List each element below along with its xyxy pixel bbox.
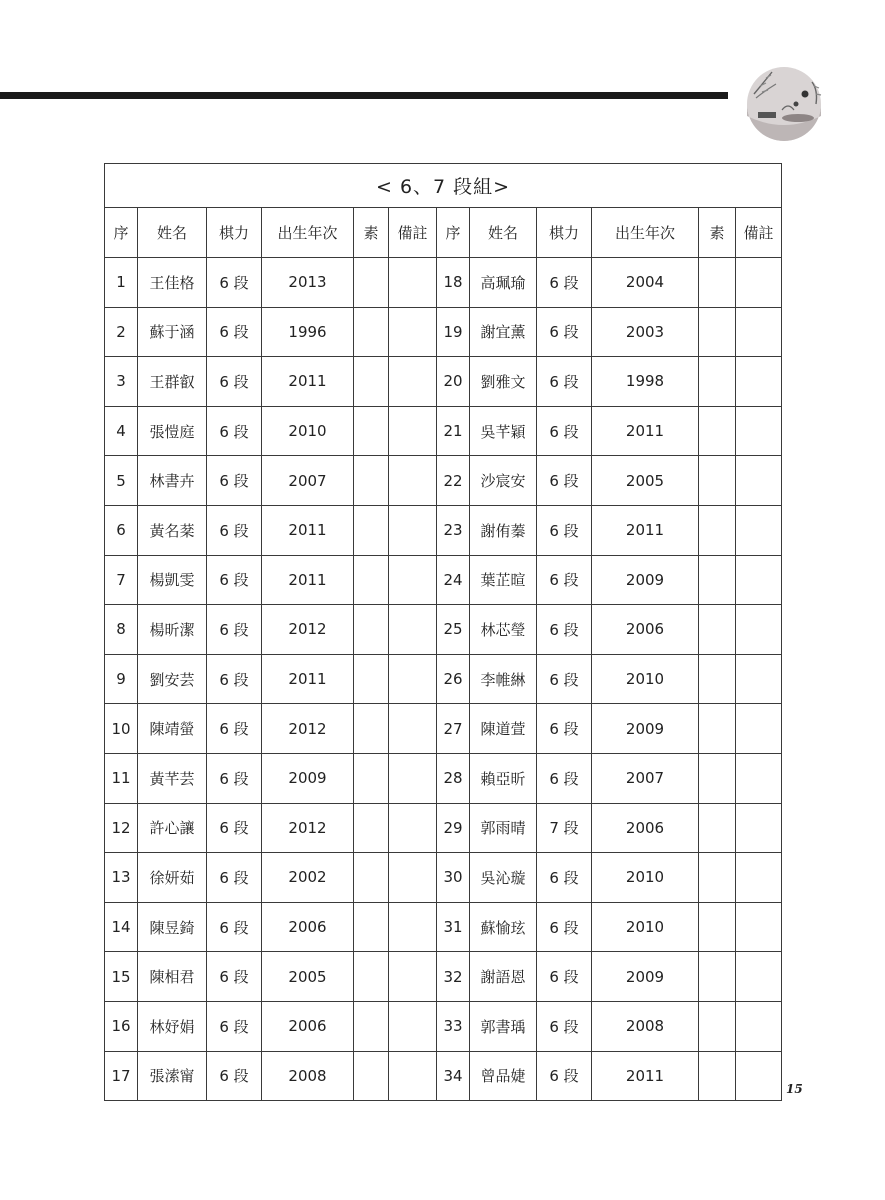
rank-cell: 6 段 [207,456,262,506]
rank-cell: 6 段 [207,1051,262,1101]
table-row [105,258,782,308]
seq-cell: 6 [105,505,138,555]
seq-cell: 22 [437,456,470,506]
su-cell [354,258,389,308]
seq-cell: 32 [437,952,470,1002]
seq-cell: 31 [437,902,470,952]
name-cell: 吳芊穎 [470,406,537,456]
seq-cell: 17 [105,1051,138,1101]
remarks-cell [736,952,782,1002]
name-cell: 張愷庭 [138,406,207,456]
name-cell: 林書卉 [138,456,207,506]
rank-cell: 6 段 [207,258,262,308]
su-cell [354,902,389,952]
header-seq: 序 [437,208,470,258]
birth-year-cell: 2006 [592,803,699,853]
table-title-row [105,164,782,208]
seq-cell: 27 [437,704,470,754]
seq-cell: 9 [105,654,138,704]
table-row [105,1051,782,1101]
birth-year-cell: 2008 [262,1051,354,1101]
birth-year-cell: 2011 [262,357,354,407]
rank-cell: 6 段 [537,902,592,952]
su-cell [354,704,389,754]
remarks-cell [389,1001,437,1051]
birth-year-cell: 2013 [262,258,354,308]
remarks-cell [389,753,437,803]
seq-cell: 33 [437,1001,470,1051]
rank-cell: 6 段 [537,952,592,1002]
birth-year-cell: 2009 [262,753,354,803]
remarks-cell [736,1001,782,1051]
name-cell: 黃芊芸 [138,753,207,803]
table-row [105,902,782,952]
birth-year-cell: 2004 [592,258,699,308]
name-cell: 林妤娟 [138,1001,207,1051]
birth-year-cell: 2011 [262,555,354,605]
remarks-cell [389,258,437,308]
header-name: 姓名 [470,208,537,258]
name-cell: 王佳格 [138,258,207,308]
name-cell: 郭書瑀 [470,1001,537,1051]
birth-year-cell: 2002 [262,853,354,903]
table-row [105,704,782,754]
birth-year-cell: 2010 [592,853,699,903]
remarks-cell [389,902,437,952]
table-row [105,555,782,605]
table-row [105,753,782,803]
header-rank: 棋力 [537,208,592,258]
header-name: 姓名 [138,208,207,258]
su-cell [354,952,389,1002]
su-cell [354,1051,389,1101]
rank-cell: 6 段 [207,1001,262,1051]
remarks-cell [736,505,782,555]
rank-cell: 6 段 [537,1051,592,1101]
table-row [105,605,782,655]
rank-cell: 6 段 [207,704,262,754]
seq-cell: 4 [105,406,138,456]
remarks-cell [736,456,782,506]
name-cell: 李帷綝 [470,654,537,704]
header-rule [0,92,728,99]
remarks-cell [736,555,782,605]
rank-cell: 6 段 [537,555,592,605]
birth-year-cell: 2007 [262,456,354,506]
name-cell: 黃名棻 [138,505,207,555]
remarks-cell [389,555,437,605]
seq-cell: 2 [105,307,138,357]
name-cell: 許心讓 [138,803,207,853]
su-cell [354,803,389,853]
birth-year-cell: 2012 [262,803,354,853]
rank-cell: 6 段 [207,902,262,952]
su-cell [354,555,389,605]
rank-cell: 6 段 [207,605,262,655]
table-row [105,654,782,704]
seq-cell: 30 [437,853,470,903]
rank-cell: 6 段 [207,307,262,357]
table-row [105,1001,782,1051]
seq-cell: 5 [105,456,138,506]
birth-year-cell: 2009 [592,952,699,1002]
birth-year-cell: 1998 [592,357,699,407]
table-header-row [105,208,782,258]
su-cell [699,803,736,853]
seq-cell: 21 [437,406,470,456]
seq-cell: 12 [105,803,138,853]
birth-year-cell: 2009 [592,704,699,754]
su-cell [354,357,389,407]
birth-year-cell: 2005 [592,456,699,506]
birth-year-cell: 2012 [262,605,354,655]
remarks-cell [736,406,782,456]
birth-year-cell: 2010 [262,406,354,456]
rank-cell: 6 段 [537,258,592,308]
su-cell [699,654,736,704]
birth-year-cell: 2011 [592,406,699,456]
remarks-cell [736,704,782,754]
name-cell: 王群叡 [138,357,207,407]
seq-cell: 8 [105,605,138,655]
birth-year-cell: 2011 [592,505,699,555]
header-birth-year: 出生年次 [262,208,354,258]
name-cell: 陳道萱 [470,704,537,754]
birth-year-cell: 2006 [262,1001,354,1051]
name-cell: 蘇于涵 [138,307,207,357]
su-cell [354,505,389,555]
su-cell [354,456,389,506]
header-seq: 序 [105,208,138,258]
seq-cell: 14 [105,902,138,952]
remarks-cell [389,605,437,655]
seq-cell: 23 [437,505,470,555]
remarks-cell [736,803,782,853]
name-cell: 徐妍茹 [138,853,207,903]
remarks-cell [389,505,437,555]
table-row [105,406,782,456]
seq-cell: 16 [105,1001,138,1051]
header-su: 素 [354,208,389,258]
su-cell [354,406,389,456]
name-cell: 楊昕潔 [138,605,207,655]
rank-cell: 6 段 [537,704,592,754]
seq-cell: 19 [437,307,470,357]
seq-cell: 3 [105,357,138,407]
su-cell [699,258,736,308]
name-cell: 謝語恩 [470,952,537,1002]
birth-year-cell: 2006 [262,902,354,952]
name-cell: 陳昱錡 [138,902,207,952]
remarks-cell [389,803,437,853]
rank-cell: 7 段 [537,803,592,853]
name-cell: 高珮瑜 [470,258,537,308]
seq-cell: 7 [105,555,138,605]
rank-cell: 6 段 [537,307,592,357]
remarks-cell [389,1051,437,1101]
seq-cell: 29 [437,803,470,853]
birth-year-cell: 2009 [592,555,699,605]
rank-cell: 6 段 [537,406,592,456]
name-cell: 謝宜薰 [470,307,537,357]
su-cell [699,307,736,357]
name-cell: 蘇愉玹 [470,902,537,952]
birth-year-cell: 2008 [592,1001,699,1051]
rank-cell: 6 段 [207,753,262,803]
birth-year-cell: 2012 [262,704,354,754]
su-cell [699,1001,736,1051]
su-cell [699,555,736,605]
remarks-cell [736,853,782,903]
remarks-cell [736,902,782,952]
birth-year-cell: 2010 [592,902,699,952]
seq-cell: 28 [437,753,470,803]
name-cell: 陳靖螢 [138,704,207,754]
su-cell [699,357,736,407]
su-cell [354,605,389,655]
seq-cell: 1 [105,258,138,308]
seq-cell: 10 [105,704,138,754]
rank-cell: 6 段 [537,1001,592,1051]
name-cell: 沙宸安 [470,456,537,506]
remarks-cell [736,357,782,407]
birth-year-cell: 2011 [262,505,354,555]
remarks-cell [389,456,437,506]
seq-cell: 11 [105,753,138,803]
su-cell [699,753,736,803]
su-cell [699,1051,736,1101]
rank-cell: 6 段 [537,654,592,704]
remarks-cell [736,1051,782,1101]
birth-year-cell: 2010 [592,654,699,704]
rank-cell: 6 段 [537,357,592,407]
table-row [105,952,782,1002]
name-cell: 曾品婕 [470,1051,537,1101]
rank-cell: 6 段 [537,753,592,803]
rank-cell: 6 段 [207,853,262,903]
rank-cell: 6 段 [207,357,262,407]
su-cell [699,853,736,903]
rank-cell: 6 段 [207,555,262,605]
remarks-cell [389,406,437,456]
name-cell: 賴亞昕 [470,753,537,803]
remarks-cell [389,952,437,1002]
header-birth-year: 出生年次 [592,208,699,258]
header-remarks: 備註 [736,208,782,258]
seq-cell: 20 [437,357,470,407]
remarks-cell [389,704,437,754]
rank-cell: 6 段 [207,803,262,853]
seq-cell: 18 [437,258,470,308]
rank-cell: 6 段 [207,505,262,555]
birth-year-cell: 2007 [592,753,699,803]
remarks-cell [389,654,437,704]
name-cell: 張溹甯 [138,1051,207,1101]
su-cell [699,704,736,754]
remarks-cell [736,753,782,803]
remarks-cell [389,307,437,357]
su-cell [354,307,389,357]
name-cell: 劉雅文 [470,357,537,407]
su-cell [699,505,736,555]
birth-year-cell: 2003 [592,307,699,357]
rank-cell: 6 段 [537,456,592,506]
header-rank: 棋力 [207,208,262,258]
su-cell [699,406,736,456]
name-cell: 陳相君 [138,952,207,1002]
table-row [105,307,782,357]
seq-cell: 26 [437,654,470,704]
su-cell [699,605,736,655]
rank-cell: 6 段 [537,605,592,655]
su-cell [699,456,736,506]
remarks-cell [736,307,782,357]
name-cell: 葉芷暄 [470,555,537,605]
go-game-emblem-icon [742,64,826,142]
remarks-cell [389,357,437,407]
rank-cell: 6 段 [537,853,592,903]
roster-table [104,163,782,1101]
table-row [105,803,782,853]
seq-cell: 24 [437,555,470,605]
su-cell [699,952,736,1002]
page-number: 15 [786,1082,803,1096]
remarks-cell [736,605,782,655]
table-row [105,853,782,903]
rank-cell: 6 段 [207,406,262,456]
seq-cell: 13 [105,853,138,903]
name-cell: 郭雨晴 [470,803,537,853]
table-row [105,357,782,407]
birth-year-cell: 2005 [262,952,354,1002]
remarks-cell [736,654,782,704]
rank-cell: 6 段 [537,505,592,555]
su-cell [354,1001,389,1051]
rank-cell: 6 段 [207,952,262,1002]
name-cell: 楊凱雯 [138,555,207,605]
table-row [105,505,782,555]
su-cell [354,654,389,704]
header-su: 素 [699,208,736,258]
name-cell: 吳沁璇 [470,853,537,903]
seq-cell: 25 [437,605,470,655]
birth-year-cell: 2011 [592,1051,699,1101]
name-cell: 劉安芸 [138,654,207,704]
remarks-cell [736,258,782,308]
seq-cell: 34 [437,1051,470,1101]
name-cell: 謝侑蓁 [470,505,537,555]
rank-cell: 6 段 [207,654,262,704]
name-cell: 林芯瑩 [470,605,537,655]
birth-year-cell: 2006 [592,605,699,655]
su-cell [354,853,389,903]
birth-year-cell: 2011 [262,654,354,704]
table-row [105,456,782,506]
su-cell [699,902,736,952]
su-cell [354,753,389,803]
header-remarks: 備註 [389,208,437,258]
remarks-cell [389,853,437,903]
table-title: < 6、7 段組> [105,164,782,208]
birth-year-cell: 1996 [262,307,354,357]
seq-cell: 15 [105,952,138,1002]
